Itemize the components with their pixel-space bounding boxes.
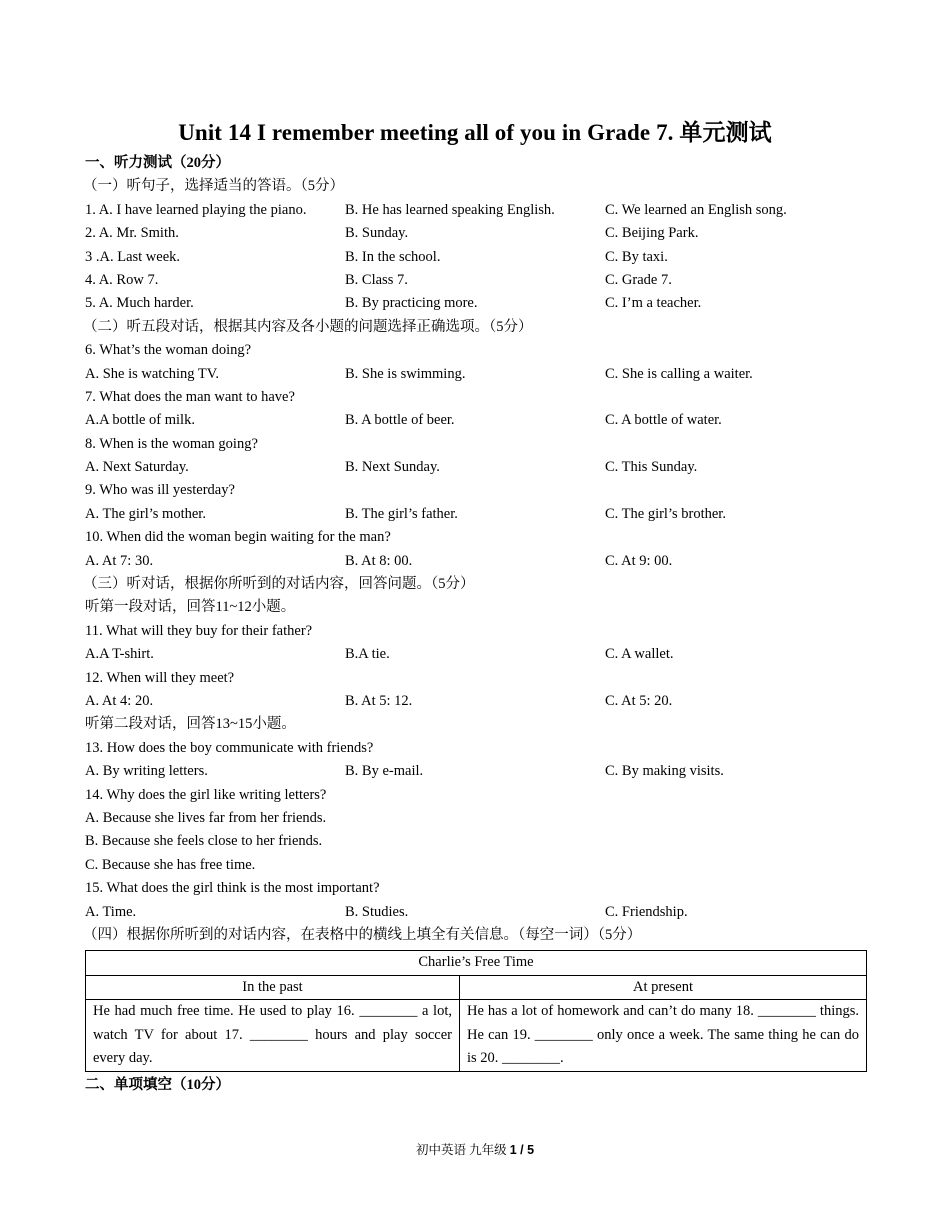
option-b: B.A tie. [345, 646, 390, 663]
option-c: C. A wallet. [605, 646, 674, 663]
question-text: 7. What does the man want to have? [85, 388, 295, 405]
question-text: 15. What does the girl think is the most important? [85, 880, 380, 897]
option-b: B. Studies. [345, 903, 409, 920]
question-text: 10. When did the woman begin waiting for the man? [85, 529, 391, 546]
question-text: 13. How does the boy communicate with friends? [85, 739, 374, 756]
question-row [85, 222, 870, 245]
option-c: C. At 5: 20. [605, 692, 673, 709]
question-options [85, 550, 870, 573]
part-heading: （四）根据你所听到的对话内容，在表格中的横线上填全有关信息。（每空一词）（5分） [83, 926, 642, 943]
fill-in-table [85, 950, 867, 1072]
table-header-present: At present [460, 975, 867, 1000]
question-text: 9. Who was ill yesterday? [85, 482, 235, 499]
dialog-instruction: 听第二段对话，回答13~15小题。 [85, 716, 296, 733]
question-options [85, 643, 870, 666]
table-title: Charlie’s Free Time [86, 951, 867, 976]
option-a: A. Because she lives far from her friends. [85, 809, 327, 826]
option-b: B. He has learned speaking English. [345, 201, 555, 218]
option-a: 1. A. I have learned playing the piano. [85, 201, 307, 218]
option-b: B. At 8: 00. [345, 552, 413, 569]
page-title: Unit 14 I remember meeting all of you in Grade 7. 单元测试 [178, 120, 772, 145]
question-row [85, 292, 870, 315]
page-number: 1 / 5 [509, 1143, 535, 1157]
part-heading: （三）听对话，根据你所听到的对话内容，回答问题。（5分） [83, 576, 475, 593]
question-text: 12. When will they meet? [85, 669, 235, 686]
option-c: C. We learned an English song. [605, 201, 787, 218]
question-text: 14. Why does the girl like writing letters? [85, 786, 327, 803]
option-c: C. The girl’s brother. [605, 505, 726, 522]
option-b: B. At 5: 12. [345, 692, 413, 709]
option-b: B. By practicing more. [345, 295, 478, 312]
option-c: C. Grade 7. [605, 271, 672, 288]
option-b: B. She is swimming. [345, 365, 466, 382]
question-options [85, 503, 870, 526]
dialog-instruction: 听第一段对话，回答11~12小题。 [85, 599, 296, 616]
exam-content [85, 152, 870, 1097]
section-heading: 二、单项填空（10分） [85, 1076, 230, 1093]
option-a: 2. A. Mr. Smith. [85, 225, 179, 242]
part-heading: （一）听句子，选择适当的答语。（5分） [83, 178, 344, 195]
option-c: C. By taxi. [605, 248, 668, 265]
question-options [85, 760, 870, 783]
option-c: C. She is calling a waiter. [605, 365, 753, 382]
option-a: A. She is watching TV. [85, 365, 219, 382]
option-c: C. I’m a teacher. [605, 295, 702, 312]
question-options [85, 690, 870, 713]
option-a: 5. A. Much harder. [85, 295, 194, 312]
question-options [85, 409, 870, 432]
option-a: 4. A. Row 7. [85, 271, 159, 288]
section-heading: 一、听力测试（20分） [85, 155, 230, 171]
option-b: B. Because she feels close to her friends. [85, 833, 323, 850]
option-b: B. A bottle of beer. [345, 412, 455, 429]
table-header-past: In the past [86, 975, 460, 1000]
part-heading: （二）听五段对话，根据其内容及各小题的问题选择正确选项。（5分） [83, 318, 533, 335]
option-c: C. Beijing Park. [605, 225, 699, 242]
table-cell-past: He had much free time. He used to play 16. ________ a lot, watch TV for about 17. ________ hours and play soccer every day. [86, 1000, 460, 1072]
option-b: B. Sunday. [345, 225, 409, 242]
question-text: 6. What’s the woman doing? [85, 342, 252, 359]
option-a: 3 .A. Last week. [85, 248, 181, 265]
question-text: 11. What will they buy for their father? [85, 622, 313, 639]
question-options [85, 901, 870, 924]
option-c: C. This Sunday. [605, 459, 698, 476]
option-c: C. Friendship. [605, 903, 688, 920]
option-b: B. In the school. [345, 248, 441, 265]
option-a: A. At 4: 20. [85, 692, 154, 709]
question-row [85, 246, 870, 269]
option-b: B. By e-mail. [345, 763, 424, 780]
question-options [85, 363, 870, 386]
option-c: C. A bottle of water. [605, 412, 722, 429]
option-a: A.A bottle of milk. [85, 412, 195, 429]
option-a: A. The girl’s mother. [85, 505, 206, 522]
option-c: C. Because she has free time. [85, 856, 256, 873]
option-b: B. Next Sunday. [345, 459, 440, 476]
option-a: A.A T-shirt. [85, 646, 154, 663]
option-b: B. Class 7. [345, 271, 408, 288]
option-a: A. Time. [85, 903, 137, 920]
option-c: C. At 9: 00. [605, 552, 673, 569]
option-b: B. The girl’s father. [345, 505, 458, 522]
option-a: A. By writing letters. [85, 763, 208, 780]
question-row [85, 269, 870, 292]
footer-label: 初中英语 九年级 [415, 1143, 510, 1157]
question-options [85, 456, 870, 479]
page-footer [0, 1140, 950, 1158]
table-cell-present: He has a lot of homework and can’t do many 18. ________ things. He can 19. ________ only once a week. The same thing he can do is 20. ________. [460, 1000, 867, 1072]
question-row [85, 199, 870, 222]
option-a: A. At 7: 30. [85, 552, 154, 569]
question-text: 8. When is the woman going? [85, 435, 258, 452]
option-c: C. By making visits. [605, 763, 724, 780]
option-a: A. Next Saturday. [85, 459, 189, 476]
